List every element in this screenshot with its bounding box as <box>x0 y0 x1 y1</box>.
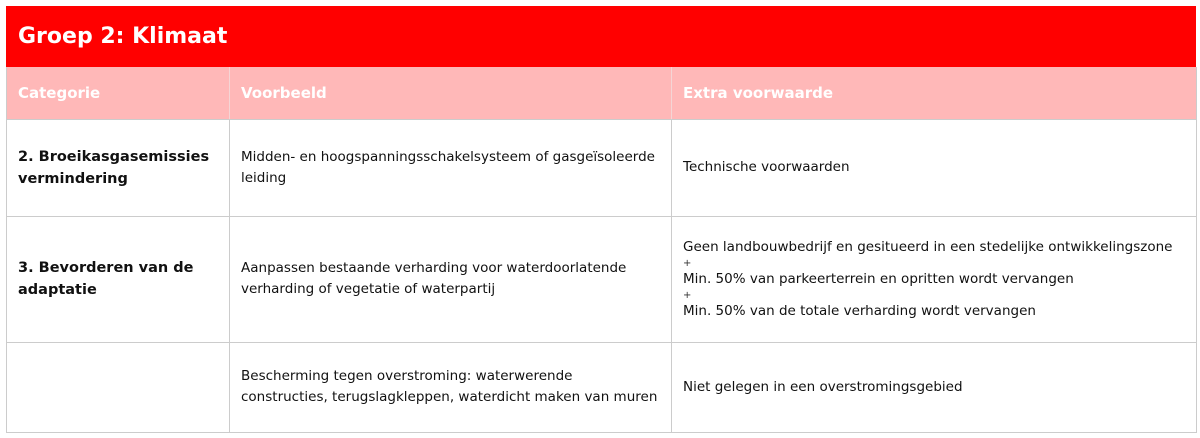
group-title: Groep 2: Klimaat <box>18 24 228 49</box>
header-category: Categorie <box>7 67 230 119</box>
table-row <box>7 342 1197 432</box>
row-example: Bescherming tegen overstroming: waterwerende constructies, terugslagkleppen, waterdicht maken van muren <box>230 342 672 432</box>
group-title-bar <box>6 6 1196 67</box>
condition-line: Min. 50% van parkeerterrein en opritten wordt vervangen <box>683 270 1074 287</box>
row-extra-condition <box>672 119 1197 216</box>
header-example: Voorbeeld <box>230 67 672 119</box>
row-category <box>7 342 230 432</box>
condition-line: Niet gelegen in een overstromingsgebied <box>683 378 963 395</box>
header-extra-condition: Extra voorwaarde <box>672 67 1197 119</box>
table-header-row <box>7 67 1197 119</box>
condition-line: Technische voorwaarden <box>683 159 850 175</box>
table-row <box>7 119 1197 216</box>
row-extra-condition <box>672 342 1197 432</box>
row-category: 2. Broeikasgasemissies vermindering <box>7 119 230 216</box>
criteria-table <box>6 67 1197 433</box>
plus-separator: + <box>683 257 692 269</box>
row-extra-condition <box>672 216 1197 342</box>
climate-table-block <box>6 6 1196 433</box>
table-row <box>7 216 1197 342</box>
condition-line: Geen landbouwbedrijf en gesitueerd in een stedelijke ontwikkelingszone <box>683 238 1173 255</box>
plus-separator: + <box>683 289 692 301</box>
condition-line: Min. 50% van de totale verharding wordt vervangen <box>683 302 1036 319</box>
row-example: Aanpassen bestaande verharding voor waterdoorlatende verharding of vegetatie of waterpartij <box>230 216 672 342</box>
row-category: 3. Bevorderen van de adaptatie <box>7 216 230 342</box>
row-example: Midden- en hoogspanningsschakelsysteem of gasgeïsoleerde leiding <box>230 119 672 216</box>
